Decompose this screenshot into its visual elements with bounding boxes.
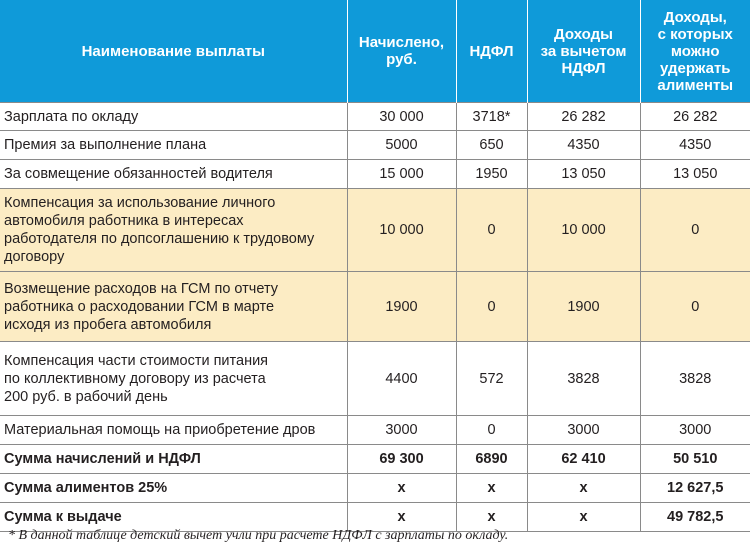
cell-income-net: x (527, 474, 640, 503)
cell-accrued: 30 000 (347, 103, 456, 131)
cell-income-net: 3828 (527, 342, 640, 416)
cell-ndfl: 3718* (456, 103, 527, 131)
header-accrued: Начислено, руб. (347, 0, 456, 103)
cell-income-net: 3000 (527, 416, 640, 445)
cell-income-net: 1900 (527, 272, 640, 342)
cell-alimony-base: 26 282 (640, 103, 750, 131)
cell-name: Материальная помощь на приобретение дров (0, 416, 347, 445)
cell-name: Сумма алиментов 25% (0, 474, 347, 503)
footnote: * В данной таблице детский вычет учли при расчете НДФЛ с зарплаты по окладу. (8, 528, 509, 543)
cell-alimony-base: 3000 (640, 416, 750, 445)
table-row (0, 416, 750, 445)
cell-accrued: 15 000 (347, 160, 456, 189)
cell-name: Зарплата по окладу (0, 103, 347, 131)
cell-accrued: x (347, 474, 456, 503)
cell-income-net: 4350 (527, 131, 640, 160)
cell-income-net: 10 000 (527, 189, 640, 272)
cell-alimony-base: 4350 (640, 131, 750, 160)
cell-ndfl: 650 (456, 131, 527, 160)
cell-name (0, 342, 347, 416)
cell-income-net: 13 050 (527, 160, 640, 189)
cell-accrued: 69 300 (347, 445, 456, 474)
header-income-net: Доходы за вычетом НДФЛ (527, 0, 640, 103)
cell-accrued: x (347, 503, 456, 532)
table-row-total (0, 445, 750, 474)
cell-income-net: 62 410 (527, 445, 640, 474)
cell-ndfl: 1950 (456, 160, 527, 189)
cell-name (0, 272, 347, 342)
cell-ndfl: 0 (456, 272, 527, 342)
cell-ndfl: 572 (456, 342, 527, 416)
cell-alimony-base: 50 510 (640, 445, 750, 474)
cell-name-text: Компенсация за использование личного автомобиля работника в интересах работодателя по допсоглашению к трудовому договору (4, 195, 315, 265)
header-payment-name: Наименование выплаты (0, 0, 347, 103)
cell-alimony-base: 3828 (640, 342, 750, 416)
cell-accrued: 1900 (347, 272, 456, 342)
cell-alimony-base: 0 (640, 272, 750, 342)
table-row-highlighted (0, 272, 750, 342)
table-row-highlighted (0, 189, 750, 272)
cell-accrued: 4400 (347, 342, 456, 416)
cell-ndfl: x (456, 503, 527, 532)
cell-name: Премия за выполнение плана (0, 131, 347, 160)
cell-accrued: 3000 (347, 416, 456, 445)
cell-alimony-base: 13 050 (640, 160, 750, 189)
cell-name: Сумма к выдаче (0, 503, 347, 532)
cell-income-net: x (527, 503, 640, 532)
table-body (0, 103, 750, 532)
table-row-alimony (0, 474, 750, 503)
cell-alimony-base: 12 627,5 (640, 474, 750, 503)
cell-name: Сумма начислений и НДФЛ (0, 445, 347, 474)
cell-name-text: Компенсация части стоимости питания по коллективному договору из расчета 200 руб. в рабочий день (4, 352, 269, 405)
cell-alimony-base: 0 (640, 189, 750, 272)
cell-ndfl: x (456, 474, 527, 503)
cell-name: За совмещение обязанностей водителя (0, 160, 347, 189)
header-alimony-base: Доходы, с которых можно удержать алименты (640, 0, 750, 103)
table-row (0, 160, 750, 189)
cell-accrued: 5000 (347, 131, 456, 160)
cell-alimony-base: 49 782,5 (640, 503, 750, 532)
cell-ndfl: 0 (456, 189, 527, 272)
cell-ndfl: 6890 (456, 445, 527, 474)
table-row (0, 342, 750, 416)
table-header (0, 0, 750, 103)
cell-income-net: 26 282 (527, 103, 640, 131)
cell-name-text: Возмещение расходов на ГСМ по отчету работника о расходовании ГСМ в марте исходя из пробега автомобиля (4, 280, 278, 333)
cell-accrued: 10 000 (347, 189, 456, 272)
table-row (0, 103, 750, 131)
table-row (0, 131, 750, 160)
header-ndfl: НДФЛ (456, 0, 527, 103)
cell-ndfl: 0 (456, 416, 527, 445)
cell-name (0, 189, 347, 272)
